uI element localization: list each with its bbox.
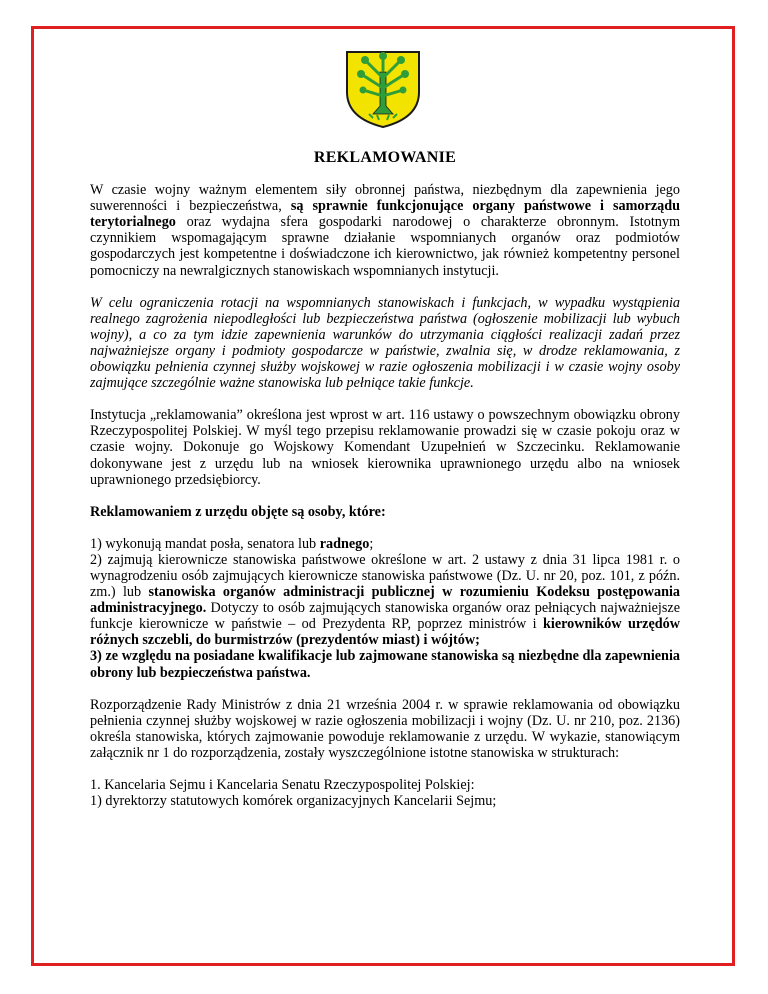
document-body [90,150,680,825]
paragraph-italic: W celu ograniczenia rotacji na wspomnianych stanowiskach i funkcjach, w wypadku wystąpienia realnego zagrożenia niepodległości lub bezpieczeństwa państwa (ogłoszenie mobilizacji lub wybuch wojny), a co za tym idzie zapewnienia warunków do utrzymania ciągłości realizacji zadań przez najważniejsze organy i podmioty gospodarcze w państwie, zwalnia się, w drodze reklamowania, z obowiązku pełnienia czynnej służby wojskowej w razie ogłoszenia mobilizacji i w czasie wojny osoby zajmujące szczególnie ważne stanowiska lub pełniące takie funkcje. [90,294,680,392]
list-block [90,536,680,681]
paragraph-regulation: Rozporządzenie Rady Ministrów z dnia 21 września 2004 r. w sprawie reklamowania od obowiązku pełnienia czynnej służby wojskowej w razie ogłoszenia mobilizacji i wojny (Dz. U. nr 210, poz. 2136) określa stanowiska, których zajmowanie powoduje reklamowanie z urzędu. W wykazie, stanowiącym załącznik nr 1 do rozporządzenia, zostały wyszczególnione istotne stanowiska w strukturach: [90,696,680,761]
paragraph-list-start [90,777,680,809]
list-item: 1) dyrektorzy statutowych komórek organizacyjnych Kancelarii Sejmu; [90,793,497,810]
section-heading: Reklamowaniem z urzędu objęte są osoby, które: [90,503,386,520]
document-title: REKLAMOWANIE [313,149,457,166]
list-item: 3) ze względu na posiadane kwalifikacje lub zajmowane stanowiska są niezbędne dla zapewnienia obrony lub bezpieczeństwa państwa. [90,648,680,681]
list-item: 1. Kancelaria Sejmu i Kancelaria Senatu Rzeczypospolitej Polskiej: [90,777,475,793]
coat-of-arms-crest [343,48,423,130]
paragraph-intro: W czasie wojny ważnym elementem siły obronnej państwa, niezbędnym dla zapewnienia jego suwerenności i bezpieczeństwa, są sprawnie funkcjonujące organy państwowe i samorządu terytorialnego oraz wydajna sfera gospodarki narodowej o charakterze obronnym. Istotnym czynnikiem wspomagającym sprawne działanie wspomnianych organów oraz podmiotów gospodarczych jest kompetentne i doświadczone ich kierownictwo, jak również kompetentny personel pomocniczy na newralgicznych stanowiskach wspomnianych instytucji. [90,182,680,279]
paragraph-institution: Instytucja „reklamowania” określona jest wprost w art. 116 ustawy o powszechnym obowiązku obrony Rzeczypospolitej Polskiej. W myśl tego przepisu reklamowanie prowadzi się w czasie pokoju oraz w czasie wojny. Dokonuje go Wojskowy Komendant Uzupełnień w Szczecinku. Reklamowanie dokonywane jest z urzędu lub na wniosek kierownika uprawnionego urzędu albo na wniosek uprawnionego przedsiębiorcy. [90,407,680,488]
list-item: 2) zajmują kierownicze stanowiska państwowe określone w art. 2 ustawy z dnia 31 lipca 1981 r. o wynagrodzeniu osób zajmujących kierownicze stanowiska państwowe (Dz. U. nr 20, poz. 101, z późn. zm.) lub stanowiska organów administracji publicznej w rozumieniu Kodeksu postępowania administracyjnego. Dotyczy to osób zajmujących stanowiska organów oraz pełniących najważniejsze funkcje kierownicze w państwie – od Prezydenta RP, poprzez ministrów i kierowników urzędów różnych szczebli, do burmistrzów (prezydentów miast) i wójtów; [90,551,681,649]
list-item: 1) wykonują mandat posła, senatora lub radnego; [90,535,374,552]
